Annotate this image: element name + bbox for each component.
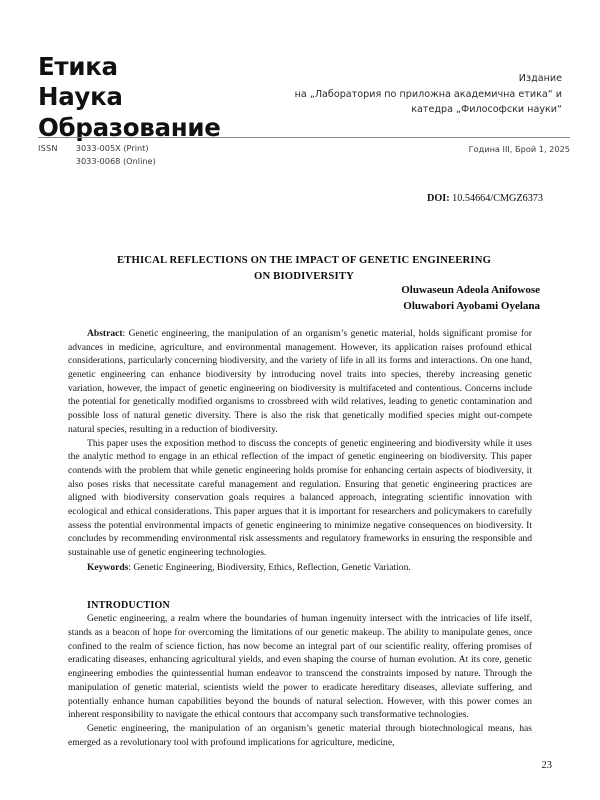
journal-title-line-1: Етика — [38, 52, 118, 81]
article-title-line-1: ETHICAL REFLECTIONS ON THE IMPACT OF GENETIC ENGINEERING — [116, 254, 492, 266]
doi-label: DOI: — [426, 193, 450, 204]
issn-values — [76, 142, 156, 169]
masthead-divider — [38, 137, 570, 138]
masthead — [38, 52, 562, 143]
abstract-paragraph-2: This paper uses the exposition method to discuss the concepts of genetic engineering and biodiversity while it uses the analytic method to engage in an ethical reflection of the impact of genetic engineering on biodiversity. This paper contends with the problem that while genetic engineering holds promise for enhancing certain aspects of biodiversity, it also poses risks that necessitate careful management and regulation. Ensuring that genetic engineering practices are aligned with biodiversity conservation goals requires a balanced approach, integrating scientific innovation with ecological and ethical considerations. This paper argues that it is important for researchers and policymakers to carefully assess the potential environmental impacts of genetic engineering to minimize negative consequences on biodiversity. It concludes by recommending environmental risk assessments and regulatory frameworks in ensuring the responsible and sustainable use of genetic engineering technologies. — [68, 437, 532, 558]
issn-issue-row — [38, 142, 570, 169]
doi-line — [427, 193, 543, 204]
issn-print: 3033-005X (Print) — [75, 143, 149, 153]
issn-online: 3033-0068 (Online) — [75, 156, 156, 167]
abstract-paragraph-1 — [68, 327, 532, 437]
page-number: 23 — [541, 760, 552, 771]
introduction-paragraph-1: Genetic engineering, a realm where the boundaries of human ingenuity intersect with the intricacies of life itself, stands as a beacon of hope for overcoming the limitations of our genetic makeup. The ability to manipulate genes, once confined to the realm of science fiction, has now become an integral part of our scientific reality, offering promises of eradicating diseases, enhancing agricultural yields, and even shaping the course of human evolution. At its core, genetic engineering embodies the quintessential human endeavor to transcend the constraints imposed by nature. Through the manipulation of genetic material, scientists wield the power to eradicate hereditary diseases, alleviate suffering, and potentially enhance human capabilities beyond the bounds of natural selection. However, with this power comes an inherent responsibility to navigate the ethical contours that accompany such transformative technologies. — [68, 613, 532, 721]
keywords-label: Keywords — [87, 561, 129, 573]
publisher-line-1: Издание — [518, 73, 562, 84]
article-title-line-2: ON BIODIVERSITY — [254, 270, 354, 283]
introduction-paragraph-2: Genetic engineering, the manipulation of an organism’s genetic material through biotechnological means, has emerged as a revolutionary tool with profound implications for agriculture, medicine, — [68, 722, 532, 748]
abstract-label: Abstract — [87, 328, 123, 339]
keywords-line — [68, 561, 532, 575]
author-1: Oluwaseun Adeola Anifowose — [401, 284, 540, 296]
publisher-info — [295, 52, 562, 118]
article-title — [68, 252, 540, 285]
author-list — [401, 282, 540, 315]
author-2: Oluwabori Ayobami Oyelana — [403, 300, 540, 313]
keywords-value: : Genetic Engineering, Biodiversity, Ethics, Reflection, Genetic Variation. — [128, 561, 411, 573]
journal-title — [38, 52, 221, 143]
introduction-heading: INTRODUCTION — [87, 600, 171, 612]
issn-block — [38, 142, 156, 169]
section-spacer — [68, 574, 532, 600]
doi-value: 10.54664/CMGZ6373 — [452, 193, 543, 204]
issn-label: ISSN — [38, 143, 58, 153]
publisher-line-3: катедра „Философски науки“ — [411, 104, 562, 116]
body-column — [68, 327, 532, 749]
journal-title-line-2: Наука — [38, 82, 123, 112]
publisher-line-2: на „Лаборатория по приложна академична етика“ и — [294, 88, 562, 100]
issue-info: Година III, Брой 1, 2025 — [468, 144, 570, 154]
abstract-text-1: : Genetic engineering, the manipulation of an organism’s genetic material, holds significant promise for advances in medicine, agriculture, and environmental management. However, its application raises profound ethical considerations, particularly concerning biodiversity, and the variety of life in all its forms and interactions. On one hand, genetic engineering can enhance biodiversity by introducing novel traits into species, thereby increasing genetic variation, however, the impact of genetic engineering on biodiversity is multifaceted and contentious. Concerns include the potential for genetically modified organisms to crossbreed with wild relatives, leading to genetic contamination and possible loss of natural genetic diversity. There is also the risk that genetically modified species might out-compete natural species, resulting in a reduction of biodiversity. — [68, 328, 532, 435]
journal-title-line-3: Образование — [38, 112, 221, 142]
